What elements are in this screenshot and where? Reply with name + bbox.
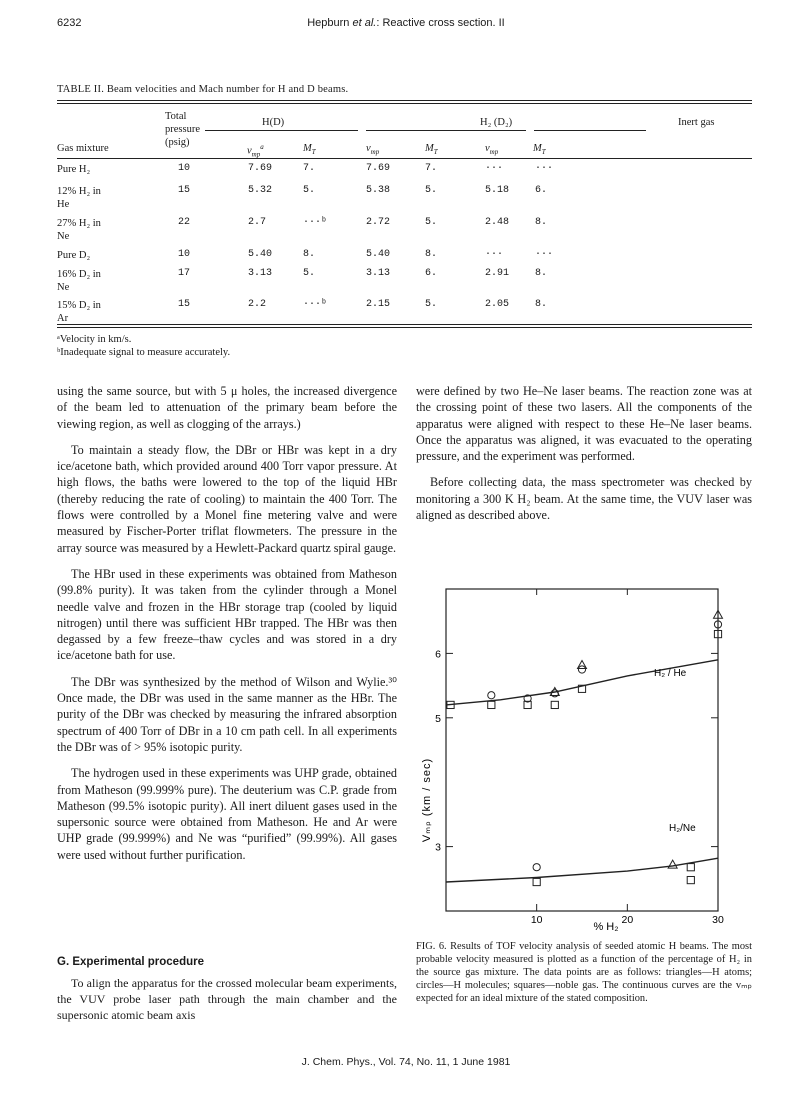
cell-h-vmp: 2.7	[248, 217, 267, 228]
cell-h2-mt: 7.	[425, 163, 438, 174]
inert-group-rule	[534, 130, 646, 131]
cell-inert-mt: 8.	[535, 299, 548, 310]
data-point-square	[687, 876, 694, 883]
table-footnote-b: ᵇInadequate signal to measure accurately.	[57, 347, 231, 358]
figure-caption: FIG. 6. Results of TOF velocity analysis of seeded atomic H beams. The most probable velocity measured is plotted as a function of the percentage of H₂ in the source gas mixture. The data points are as follows: triangles—H atoms; circles—H molecules; squares—noble gas. The continuous curves are the vₘₚ expected for an ideal mixture of the stated composition.	[416, 941, 752, 1004]
cell-inert-mt: 8.	[535, 268, 548, 279]
curve-label-h2-ne: H₂/Ne	[669, 823, 696, 834]
y-tick-label: 5	[435, 712, 441, 725]
y-tick-label: 3	[435, 841, 441, 854]
y-tick-label: 6	[435, 648, 441, 661]
cell-h-mt: ···ᵇ	[303, 217, 328, 228]
cell-inert-mt: 6.	[535, 185, 548, 196]
cell-h2-vmp: 5.40	[366, 249, 391, 260]
cell-pressure: 10	[178, 249, 191, 260]
cell-h2-mt: 5.	[425, 299, 438, 310]
cell-pressure: 15	[178, 185, 191, 196]
cell-h-vmp: 5.40	[248, 249, 273, 260]
paragraph: To maintain a steady flow, the DBr or HBr was kept in a dry ice/acetone bath, which provided around 400 Torr vapor pressure. At high flows, the baths were lowered to the top of the liquid HBr (thereby reducing the rate of cooling) to maintain the 400 Torr. The flows were controlled by a Monel fine metering valve and were measured by Fischer-Porter triflat flowmeters. The pressure in the array source was measured by a Hewlett-Packard quartz spiral gauge.	[57, 442, 397, 555]
paragraph: The HBr used in these experiments was obtained from Matheson (99.8% purity). It was taken from the cylinder through a Monel needle valve and frozen in the HBr storage trap (cooled by liquid nitrogen) until there was sufficient HBr trapped. The HBr was then degassed by a few freeze–thaw cycles and was stored in a dry ice/acetone bath for use.	[57, 566, 397, 663]
section-heading: G. Experimental procedure	[57, 956, 204, 968]
paragraph: The DBr was synthesized by the method of Wilson and Wylie.³⁰ Once made, the DBr was used in the same manner as the HBr. The purity of the DBr was checked by measuring the infrared absorption spectrum of 400 Torr of DBr in a 10 cm path cell. In all experiments the DBr was of > 95% isotopic purity.	[57, 674, 397, 754]
cell-h2-mt: 5.	[425, 185, 438, 196]
table-footnote-a: ᵃVelocity in km/s.	[57, 334, 132, 345]
left-column-text	[57, 383, 397, 873]
cell-inert-mt: ···	[535, 163, 554, 174]
col-group-h2: H₂ (D₂)	[480, 117, 513, 128]
col-group-h: H(D)	[262, 117, 285, 128]
cell-h-mt: 7.	[303, 163, 316, 174]
cell-h-mt: ···ᵇ	[303, 299, 328, 310]
paragraph: Before collecting data, the mass spectrometer was checked by monitoring a 300 K H₂ beam. At the same time, the VUV laser was aligned as described above.	[416, 475, 752, 523]
col-group-inert: Inert gas	[678, 117, 715, 128]
col-header-inert-mt: $M_T$	[533, 143, 546, 157]
col-header-inert-vmp: $v_{mp}$	[485, 143, 499, 157]
cell-inert-vmp: ···	[485, 249, 504, 260]
x-tick-label: 20	[621, 914, 634, 926]
cell-inert-vmp: 5.18	[485, 185, 510, 196]
cell-h-mt: 5.	[303, 185, 316, 196]
cell-inert-mt: 8.	[535, 217, 548, 228]
col-header-h-mt: $M_T$	[303, 143, 316, 157]
cell-h2-vmp: 2.15	[366, 299, 391, 310]
running-head	[0, 17, 812, 29]
running-head-etal: et al.	[352, 17, 377, 29]
table-top-rule	[57, 100, 752, 101]
col-header-h2-vmp: $v_{mp}$	[366, 143, 380, 157]
cell-pressure: 15	[178, 299, 191, 310]
data-point-circle	[578, 666, 585, 673]
table-header-rule	[57, 158, 752, 159]
table-top-rule-2	[57, 103, 752, 104]
table-bottom-rule	[57, 324, 752, 325]
cell-gas-mixture: Pure H₂	[57, 164, 91, 175]
col-header-gas-mixture: Gas mixture	[57, 143, 109, 154]
table-bottom-rule-2	[57, 327, 752, 328]
cell-h2-mt: 6.	[425, 268, 438, 279]
data-point-square	[488, 701, 495, 708]
paragraph: were defined by two He–Ne laser beams. The reaction zone was at the crossing point of these two lasers. All the components of the apparatus were aligned with respect to these He–Ne laser beams. Once the apparatus was aligned, it was evacuated to the operating pressure, and the experiment was performed.	[416, 384, 752, 464]
data-point-circle	[533, 864, 540, 871]
right-column-text	[416, 383, 752, 533]
table-caption: TABLE II. Beam velocities and Mach number for H and D beams.	[57, 84, 349, 95]
y-axis-label: Vₘₚ (km / sec)	[421, 757, 433, 843]
cell-inert-vmp: 2.05	[485, 299, 510, 310]
cell-h2-vmp: 2.72	[366, 217, 391, 228]
h-group-rule	[205, 130, 358, 131]
cell-gas-mixture: 27% H₂ in Ne	[57, 218, 101, 242]
data-point-square	[533, 878, 540, 885]
cell-inert-vmp: 2.91	[485, 268, 510, 279]
data-point-square	[687, 864, 694, 871]
data-point-square	[551, 701, 558, 708]
x-axis-label: % H₂	[593, 921, 619, 933]
data-point-circle	[488, 692, 495, 699]
cell-gas-mixture: 15% D₂ in Ar	[57, 300, 101, 324]
curve-h-he	[446, 660, 718, 705]
paragraph: The hydrogen used in these experiments was UHP grade, obtained from Matheson (99.999% pure). The deuterium was C.P. grade from Matheson (99.5% isotopic purity). All inert diluent gases used in the supersonic source were obtained from Matheson. He and Ar were UHP grade (99.999%) and Ne was “purified” (99.99%). All gases were used without further purification.	[57, 766, 397, 862]
cell-gas-mixture: 12% H₂ in He	[57, 186, 101, 210]
cell-h2-vmp: 3.13	[366, 268, 391, 279]
x-tick-label: 30	[712, 914, 724, 926]
cell-h-mt: 5.	[303, 268, 316, 279]
cell-h-vmp: 5.32	[248, 185, 273, 196]
cell-inert-mt: ···	[535, 249, 554, 260]
cell-gas-mixture: Pure D₂	[57, 250, 91, 261]
cell-h2-vmp: 7.69	[366, 163, 391, 174]
curve-h-ne	[446, 858, 718, 882]
cell-h-vmp: 3.13	[248, 268, 273, 279]
running-head-title: : Reactive cross section. II	[376, 17, 505, 29]
h2-group-rule	[366, 130, 526, 131]
cell-h-vmp: 2.2	[248, 299, 267, 310]
cell-inert-vmp: 2.48	[485, 217, 510, 228]
cell-gas-mixture: 16% D₂ in Ne	[57, 269, 101, 293]
cell-pressure: 22	[178, 217, 191, 228]
cell-pressure: 10	[178, 163, 191, 174]
curve-label-h2-he: H₂ / He	[654, 668, 687, 679]
cell-h-vmp: 7.69	[248, 163, 273, 174]
paragraph: using the same source, but with 5 μ holes, the increased divergence of the beam led to attenuation of the primary beam before the viewing region, as well as clogging of the arrays.)	[57, 384, 397, 431]
cell-h2-mt: 5.	[425, 217, 438, 228]
figure-6-plot	[416, 585, 752, 933]
journal-footer: J. Chem. Phys., Vol. 74, No. 11, 1 June 1981	[301, 1056, 511, 1068]
cell-h2-vmp: 5.38	[366, 185, 391, 196]
plot-frame	[446, 589, 718, 911]
section-paragraph: To align the apparatus for the crossed molecular beam experiments, the VUV probe laser path through the main chamber and the supersonic atomic beam axis	[57, 976, 397, 1023]
col-header-h2-mt: $M_T$	[425, 143, 438, 157]
cell-inert-vmp: ···	[485, 163, 504, 174]
page-number: 6232	[57, 17, 82, 29]
col-header-h-vmp: $v_{mp}^a$	[247, 143, 264, 159]
cell-h2-mt: 8.	[425, 249, 438, 260]
x-tick-label: 10	[530, 914, 543, 926]
running-head-authors: Hepburn	[307, 17, 350, 29]
cell-pressure: 17	[178, 268, 191, 279]
col-header-total-pressure: Total pressure (psig)	[165, 111, 200, 148]
cell-h-mt: 8.	[303, 249, 316, 260]
